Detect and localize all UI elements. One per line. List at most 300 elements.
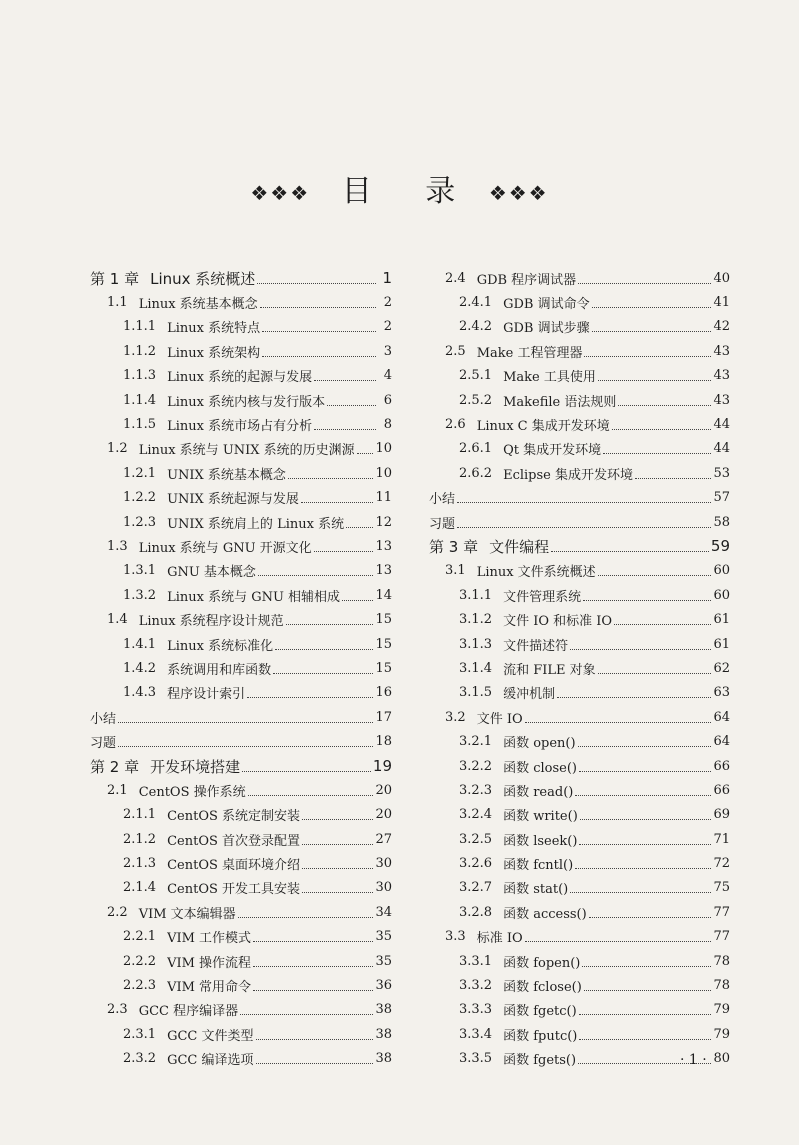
toc-entry-number: 2.6: [445, 417, 466, 433]
toc-entry-page: 63: [713, 685, 730, 701]
toc-entry-number: 1.4.1: [123, 636, 157, 652]
toc-entry-page: 10: [375, 465, 392, 481]
toc-entry-page: 60: [713, 563, 730, 579]
toc-entry-number: 3.1.1: [459, 587, 493, 603]
dot-leader: [614, 624, 711, 625]
dot-leader: [302, 819, 373, 820]
toc-entry-label: 程序设计索引: [167, 687, 246, 703]
toc-entry-number: 1.2.2: [123, 490, 157, 506]
toc-entry-page: 79: [713, 1002, 730, 1018]
toc-entry-label: 习题: [90, 736, 117, 752]
toc-entry[interactable]: [429, 388, 730, 412]
dot-leader: [457, 502, 711, 503]
toc-entry-page: 18: [375, 734, 392, 750]
toc-entry[interactable]: [429, 827, 730, 851]
toc-entry-label: Linux 系统特点: [167, 321, 261, 337]
toc-entry-page: 43: [713, 343, 730, 359]
dot-leader: [257, 283, 376, 284]
toc-entry-page: 10: [375, 441, 392, 457]
toc-entry-number: 第 3 章: [429, 537, 479, 556]
page-title: [0, 172, 799, 212]
toc-entry-number: 1.1.4: [123, 392, 157, 408]
toc-entry[interactable]: [429, 266, 730, 290]
toc-entry-page: 78: [713, 953, 730, 969]
toc-entry-page: 14: [375, 587, 392, 603]
toc-entry-label: 函数 write(): [503, 809, 578, 825]
toc-entry-page: 4: [383, 368, 392, 384]
toc-right-column: [429, 266, 730, 1071]
toc-entry-page: 72: [713, 856, 730, 872]
toc-entry[interactable]: [90, 876, 392, 900]
dot-leader: [618, 405, 711, 406]
toc-entry[interactable]: [90, 437, 392, 461]
toc-entry-page: 61: [713, 636, 730, 652]
toc-entry-page: 30: [375, 856, 392, 872]
toc-entry-label: 函数 fcntl(): [503, 858, 574, 874]
toc-entry-page: 30: [375, 880, 392, 896]
toc-entry-page: 66: [713, 782, 730, 798]
toc-entry[interactable]: [90, 290, 392, 314]
toc-entry[interactable]: [90, 632, 392, 656]
toc-entry-label: 函数 close(): [503, 760, 577, 776]
toc-entry-page: 15: [375, 660, 392, 676]
toc-entry-label: UNIX 系统起源与发展: [167, 492, 299, 508]
toc-entry-page: 13: [375, 563, 392, 579]
toc-entry[interactable]: [90, 900, 392, 924]
toc-entry-page: 66: [713, 758, 730, 774]
toc-entry-number: 2.2.3: [123, 978, 157, 994]
toc-entry-page: 53: [713, 465, 730, 481]
toc-entry-number: 1.1.2: [123, 343, 157, 359]
toc-entry[interactable]: [429, 729, 730, 753]
toc-entry-number: 1.1.5: [123, 417, 157, 433]
toc-entry-number: 2.4: [445, 270, 466, 286]
toc-entry[interactable]: [429, 803, 730, 827]
toc-chapter-entry[interactable]: [90, 754, 392, 778]
toc-entry[interactable]: [90, 339, 392, 363]
toc-entry-page: 2: [383, 319, 392, 335]
toc-entry-page: 35: [375, 929, 392, 945]
dot-leader: [592, 307, 712, 308]
toc-entry-page: 35: [375, 953, 392, 969]
toc-entry[interactable]: [90, 510, 392, 534]
dot-leader: [342, 600, 373, 601]
ornament-left-icon: ❖❖❖: [250, 181, 311, 205]
toc-entry-label: Linux 系统与 UNIX 系统的历史渊源: [138, 443, 355, 459]
toc-entry-page: 2: [383, 295, 392, 311]
toc-entry[interactable]: [429, 364, 730, 388]
toc-entry[interactable]: [90, 729, 392, 753]
toc-entry[interactable]: [429, 290, 730, 314]
toc-entry-page: 78: [713, 978, 730, 994]
toc-entry-page: 58: [713, 514, 730, 530]
toc-entry-label: 流和 FILE 对象: [503, 662, 596, 678]
dot-leader: [275, 649, 373, 650]
toc-entry-label: Linux 系统标准化: [167, 638, 274, 654]
toc-entry-label: Linux 系统架构: [167, 345, 261, 361]
toc-entry-number: 3.2.5: [459, 831, 493, 847]
dot-leader: [580, 819, 712, 820]
dot-leader: [302, 892, 373, 893]
toc-entry[interactable]: [429, 486, 730, 510]
toc-entry-number: 2.1.2: [123, 831, 157, 847]
toc-entry-number: 1.1.3: [123, 368, 157, 384]
toc-entry-page: 13: [375, 538, 392, 554]
toc-entry[interactable]: [90, 1022, 392, 1046]
dot-leader: [598, 673, 712, 674]
toc-entry-label: UNIX 系统基本概念: [167, 467, 286, 483]
toc-entry-number: 3.3.4: [459, 1026, 493, 1042]
toc-entry-label: VIM 操作流程: [167, 955, 252, 971]
toc-entry-number: 2.6.2: [459, 465, 493, 481]
dot-leader: [314, 551, 374, 552]
toc-entry-page: 12: [375, 514, 392, 530]
toc-entry[interactable]: [90, 803, 392, 827]
toc-entry[interactable]: [429, 681, 730, 705]
toc-entry[interactable]: [429, 754, 730, 778]
toc-entry-label: 函数 lseek(): [503, 833, 578, 849]
toc-chapter-entry[interactable]: [429, 534, 730, 558]
toc-entry-page: 77: [713, 929, 730, 945]
toc-entry[interactable]: [90, 656, 392, 680]
toc-entry[interactable]: [90, 461, 392, 485]
toc-entry[interactable]: [90, 583, 392, 607]
dot-leader: [314, 429, 376, 430]
toc-entry[interactable]: [90, 607, 392, 631]
toc-entry-label: Linux 系统内核与发行版本: [167, 394, 326, 410]
toc-chapter-entry[interactable]: [90, 266, 392, 290]
toc-entry-label: VIM 工作模式: [167, 931, 252, 947]
toc-entry-number: 1.3.1: [123, 563, 157, 579]
toc-entry-page: 27: [375, 831, 392, 847]
dot-leader: [584, 356, 711, 357]
toc-entry-number: 2.5.2: [459, 392, 493, 408]
toc-entry-number: 2.1.4: [123, 880, 157, 896]
toc-entry-label: 函数 fputc(): [503, 1028, 578, 1044]
toc-entry-number: 3.2: [445, 709, 466, 725]
toc-entry-number: 2.3: [107, 1002, 128, 1018]
toc-entry-page: 71: [713, 831, 730, 847]
toc-entry-label: GDB 程序调试器: [476, 272, 577, 288]
toc-entry-label: 小结: [429, 492, 456, 508]
toc-entry-page: 64: [713, 709, 730, 725]
toc-entry-page: 41: [713, 295, 730, 311]
toc-entry[interactable]: [90, 681, 392, 705]
toc-entry[interactable]: [90, 1047, 392, 1071]
toc-entry-page: 38: [375, 1051, 392, 1067]
dot-leader: [598, 575, 712, 576]
dot-leader: [582, 966, 711, 967]
toc-entry-number: 1.3: [107, 538, 128, 554]
toc-entry[interactable]: [90, 973, 392, 997]
toc-entry-page: 6: [383, 392, 392, 408]
dot-leader: [598, 380, 712, 381]
dot-leader: [260, 307, 376, 308]
toc-entry-page: 1: [382, 269, 392, 288]
toc-entry-number: 3.3: [445, 929, 466, 945]
toc-entry[interactable]: [90, 949, 392, 973]
dot-leader: [635, 478, 711, 479]
toc-entry[interactable]: [429, 412, 730, 436]
toc-entry[interactable]: [429, 632, 730, 656]
toc-entry[interactable]: [429, 778, 730, 802]
toc-entry[interactable]: [429, 583, 730, 607]
toc-entry-page: 20: [375, 782, 392, 798]
toc-entry[interactable]: [90, 412, 392, 436]
toc-entry-number: 3.3.5: [459, 1051, 493, 1067]
dot-leader: [570, 892, 711, 893]
toc-entry[interactable]: [429, 656, 730, 680]
dot-leader: [258, 575, 374, 576]
toc-entry-number: 3.1.3: [459, 636, 493, 652]
toc-entry-number: 第 2 章: [90, 757, 140, 776]
dot-leader: [256, 1039, 374, 1040]
toc-entry-number: 第 1 章: [90, 269, 140, 288]
toc-entry-page: 44: [713, 417, 730, 433]
toc-entry-page: 60: [713, 587, 730, 603]
toc-entry-page: 3: [383, 343, 392, 359]
toc-left-column: [90, 266, 392, 1071]
toc-entry-number: 2.3.1: [123, 1026, 157, 1042]
dot-leader: [247, 697, 373, 698]
toc-entry-label: Make 工具使用: [503, 370, 596, 386]
toc-entry-number: 2.5: [445, 343, 466, 359]
dot-leader: [302, 844, 373, 845]
dot-leader: [579, 844, 711, 845]
toc-entry-label: Qt 集成开发环境: [503, 443, 602, 459]
toc-entry-number: 3.2.7: [459, 880, 493, 896]
toc-entry-number: 1.4.3: [123, 685, 157, 701]
toc-entry[interactable]: [429, 315, 730, 339]
toc-entry[interactable]: [429, 925, 730, 949]
dot-leader: [525, 941, 712, 942]
toc-entry-label: Linux 系统的起源与发展: [167, 370, 313, 386]
toc-entry[interactable]: [429, 949, 730, 973]
toc-entry[interactable]: [429, 1022, 730, 1046]
dot-leader: [612, 429, 712, 430]
toc-entry[interactable]: [90, 705, 392, 729]
toc-entry-label: CentOS 开发工具安装: [167, 882, 301, 898]
dot-leader: [551, 551, 709, 552]
toc-entry-number: 3.1.5: [459, 685, 493, 701]
dot-leader: [248, 795, 374, 796]
toc-entry-number: 3.1.4: [459, 660, 493, 676]
toc-entry[interactable]: [429, 705, 730, 729]
dot-leader: [579, 1014, 712, 1015]
toc-entry-page: 36: [375, 978, 392, 994]
toc-entry-number: 3.3.2: [459, 978, 493, 994]
toc-entry-page: 11: [375, 490, 392, 506]
toc-entry-label: 函数 access(): [503, 906, 587, 922]
toc-entry-number: 3.2.4: [459, 807, 493, 823]
toc-entry[interactable]: [90, 534, 392, 558]
toc-entry-label: 文件编程: [489, 537, 550, 556]
toc-entry-label: 系统调用和库函数: [167, 662, 272, 678]
dot-leader: [301, 502, 374, 503]
dot-leader: [256, 1063, 374, 1064]
toc-entry-label: CentOS 操作系统: [138, 784, 246, 800]
toc-entry-page: 19: [372, 757, 392, 775]
toc-entry-page: 8: [383, 417, 392, 433]
dot-leader: [242, 771, 371, 772]
toc-entry-label: UNIX 系统肩上的 Linux 系统: [167, 516, 345, 532]
toc-entry-label: Linux 文件系统概述: [476, 565, 596, 581]
toc-entry-label: VIM 常用命令: [167, 980, 252, 996]
toc-entry[interactable]: [90, 364, 392, 388]
dot-leader: [357, 453, 374, 454]
dot-leader: [118, 722, 373, 723]
toc-entry-number: 3.3.1: [459, 953, 493, 969]
toc-entry-number: 1.2.3: [123, 514, 157, 530]
toc-entry-label: 标准 IO: [476, 931, 523, 947]
toc-entry[interactable]: [90, 778, 392, 802]
toc-entry-label: GDB 调试命令: [503, 297, 590, 313]
toc-entry-page: 15: [375, 612, 392, 628]
toc-entry-label: Linux C 集成开发环境: [476, 419, 610, 435]
toc-entry-number: 2.4.2: [459, 319, 493, 335]
dot-leader: [592, 331, 712, 332]
toc-entry-label: 文件 IO 和标准 IO: [503, 614, 613, 630]
dot-leader: [327, 405, 376, 406]
toc-entry-page: 43: [713, 392, 730, 408]
dot-leader: [584, 990, 712, 991]
toc-entry-number: 2.1.1: [123, 807, 157, 823]
toc-entry-number: 1.4: [107, 612, 128, 628]
toc-entry-page: 61: [713, 612, 730, 628]
toc-entry-label: 习题: [429, 516, 456, 532]
toc-entry-label: 文件 IO: [476, 711, 523, 727]
toc-entry[interactable]: [90, 998, 392, 1022]
toc-entry-page: 59: [710, 537, 730, 556]
toc-entry-label: 文件描述符: [503, 638, 569, 654]
toc-entry[interactable]: [429, 559, 730, 583]
toc-entry-label: 函数 fopen(): [503, 955, 581, 971]
toc-entry[interactable]: [429, 851, 730, 875]
dot-leader: [346, 527, 373, 528]
dot-leader: [603, 453, 711, 454]
toc-entry[interactable]: [90, 388, 392, 412]
toc-entry[interactable]: [429, 876, 730, 900]
toc-entry-number: 2.5.1: [459, 368, 493, 384]
toc-entry-label: GCC 程序编译器: [138, 1004, 239, 1020]
toc-entry-label: 函数 fclose(): [503, 980, 582, 996]
toc-entry-number: 3.1: [445, 563, 466, 579]
title-word-2: 录: [425, 174, 458, 209]
dot-leader: [262, 356, 376, 357]
toc-entry-label: CentOS 首次登录配置: [167, 833, 301, 849]
toc-entry-label: VIM 文本编辑器: [138, 906, 236, 922]
dot-leader: [253, 941, 373, 942]
title-word-1: 目: [341, 174, 374, 209]
toc-entry-label: CentOS 系统定制安装: [167, 809, 301, 825]
dot-leader: [253, 990, 373, 991]
toc-entry-label: Linux 系统基本概念: [138, 297, 258, 313]
toc-entry-label: 文件管理系统: [503, 589, 582, 605]
dot-leader: [570, 649, 711, 650]
toc-entry[interactable]: [429, 339, 730, 363]
toc-entry[interactable]: [429, 510, 730, 534]
toc-entry-page: 79: [713, 1026, 730, 1042]
toc-entry-number: 3.1.2: [459, 612, 493, 628]
toc-entry-page: 77: [713, 904, 730, 920]
toc-entry[interactable]: [429, 998, 730, 1022]
dot-leader: [579, 1039, 711, 1040]
toc-entry[interactable]: [90, 559, 392, 583]
dot-leader: [578, 283, 711, 284]
toc-entry-label: GDB 调试步骤: [503, 321, 590, 337]
toc-entry[interactable]: [90, 315, 392, 339]
toc-entry-page: 80: [713, 1051, 730, 1067]
toc-entry-number: 2.2: [107, 904, 128, 920]
page-number: · 1 ·: [680, 1052, 707, 1068]
toc-entry-page: 40: [713, 270, 730, 286]
toc-entry[interactable]: [90, 925, 392, 949]
dot-leader: [578, 746, 712, 747]
toc-entry[interactable]: [429, 461, 730, 485]
toc-entry[interactable]: [90, 486, 392, 510]
toc-entry-page: 34: [375, 904, 392, 920]
dot-leader: [314, 380, 376, 381]
dot-leader: [262, 331, 376, 332]
toc-entry-label: Eclipse 集成开发环境: [503, 467, 633, 483]
toc-entry[interactable]: [429, 437, 730, 461]
toc-entry-label: 函数 read(): [503, 784, 574, 800]
toc-entry[interactable]: [429, 900, 730, 924]
toc-entry-label: Linux 系统与 GNU 开源文化: [138, 540, 312, 556]
toc-entry-page: 75: [713, 880, 730, 896]
toc-entry-label: CentOS 桌面环境介绍: [167, 858, 301, 874]
toc-entry-page: 20: [375, 807, 392, 823]
dot-leader: [575, 795, 711, 796]
toc-entry-number: 1.1.1: [123, 319, 157, 335]
toc-entry-page: 38: [375, 1026, 392, 1042]
toc-entry-number: 1.4.2: [123, 660, 157, 676]
dot-leader: [118, 746, 373, 747]
toc-entry-label: 缓冲机制: [503, 687, 556, 703]
toc-entry[interactable]: [429, 973, 730, 997]
toc-entry-number: 3.2.6: [459, 856, 493, 872]
toc-entry-label: Makefile 语法规则: [503, 394, 617, 410]
toc-entry-page: 38: [375, 1002, 392, 1018]
toc-entry-label: 函数 fgets(): [503, 1053, 577, 1069]
toc-entry-number: 2.1.3: [123, 856, 157, 872]
toc-entry[interactable]: [90, 827, 392, 851]
toc-entry-number: 2.2.2: [123, 953, 157, 969]
dot-leader: [457, 527, 711, 528]
toc-entry-number: 1.2.1: [123, 465, 157, 481]
toc-entry-page: 57: [713, 490, 730, 506]
toc-entry-label: GCC 编译选项: [167, 1053, 254, 1069]
ornament-right-icon: ❖❖❖: [488, 181, 549, 205]
toc-entry[interactable]: [90, 851, 392, 875]
dot-leader: [557, 697, 711, 698]
toc-entry-page: 44: [713, 441, 730, 457]
dot-leader: [302, 868, 373, 869]
toc-entry-number: 2.6.1: [459, 441, 493, 457]
toc-entry-page: 64: [713, 734, 730, 750]
toc-entry-label: Linux 系统与 GNU 相辅相成: [167, 589, 341, 605]
toc-entry-number: 1.2: [107, 441, 128, 457]
toc-entry[interactable]: [429, 607, 730, 631]
toc-entry-label: Linux 系统程序设计规范: [138, 614, 284, 630]
toc-entry-label: Linux 系统市场占有分析: [167, 419, 313, 435]
toc-entry-number: 1.1: [107, 295, 128, 311]
dot-leader: [583, 600, 711, 601]
toc-entry-label: 开发环境搭建: [150, 757, 241, 776]
dot-leader: [525, 722, 712, 723]
toc-entry-page: 43: [713, 368, 730, 384]
toc-entry-label: 小结: [90, 711, 117, 727]
